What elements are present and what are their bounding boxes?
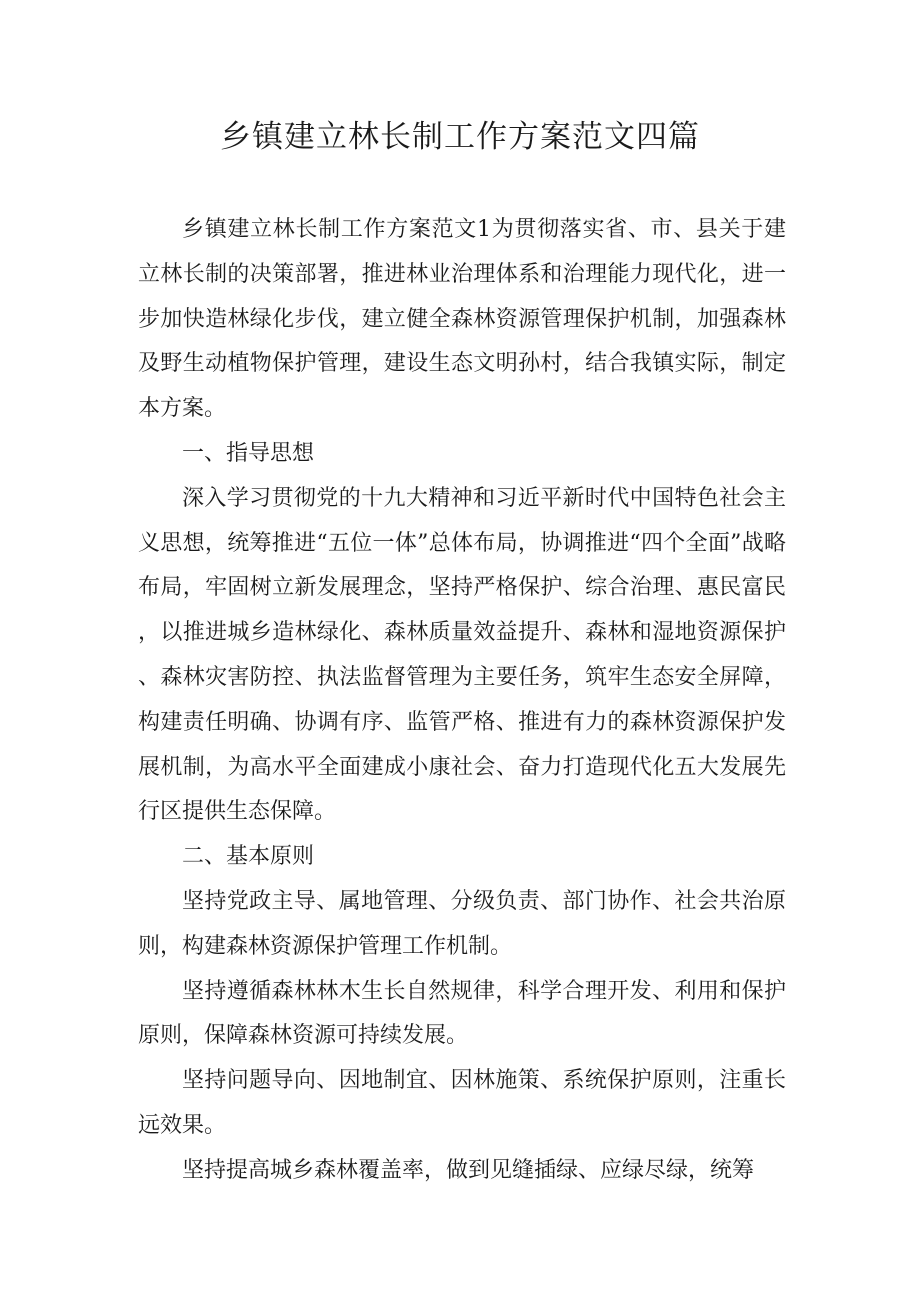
principle-paragraph-3: 坚持问题导向、因地制宜、因林施策、系统保护原则，注重长远效果。 [138, 1068, 786, 1138]
document-body [138, 208, 786, 1194]
intro-paragraph: 乡镇建立林长制工作方案范文1为贯彻落实省、市、县关于建立林长制的决策部署，推进林业治理体系和治理能力现代化，进一步加快造林绿化步伐，建立健全森林资源管理保护机制，加强森林及野生动植物保护管理，建设生态文明孙村，结合我镇实际，制定本方案。 [138, 217, 786, 422]
guiding-ideology-paragraph: 深入学习贯彻党的十九大精神和习近平新时代中国特色社会主义思想，统筹推进“五位一体”总体布局，协调推进“四个全面”战略布局，牢固树立新发展理念，坚持严格保护、综合治理、惠民富民，以推进城乡造林绿化、森林质量效益提升、森林和湿地资源保护、森林灾害防控、执法监督管理为主要任务，筑牢生态安全屏障，构建责任明确、协调有序、监管严格、推进有力的森林资源保护发展机制，为高水平全面建成小康社会、奋力打造现代化五大发展先行区提供生态保障。 [138, 485, 786, 825]
principle-paragraph-4: 坚持提高城乡森林覆盖率，做到见缝插绿、应绿尽绿，统筹 [182, 1157, 755, 1183]
principle-paragraph-1: 坚持党政主导、属地管理、分级负责、部门协作、社会共治原则，构建森林资源保护管理工作机制。 [138, 888, 786, 959]
section-heading-guiding-ideology: 一、指导思想 [182, 440, 315, 466]
principle-paragraph-2: 坚持遵循森林林木生长自然规律，科学合理开发、利用和保护原则，保障森林资源可持续发展。 [138, 978, 786, 1049]
section-heading-basic-principles: 二、基本原则 [182, 844, 315, 870]
document-title: 乡镇建立林长制工作方案范文四篇 [220, 119, 700, 155]
